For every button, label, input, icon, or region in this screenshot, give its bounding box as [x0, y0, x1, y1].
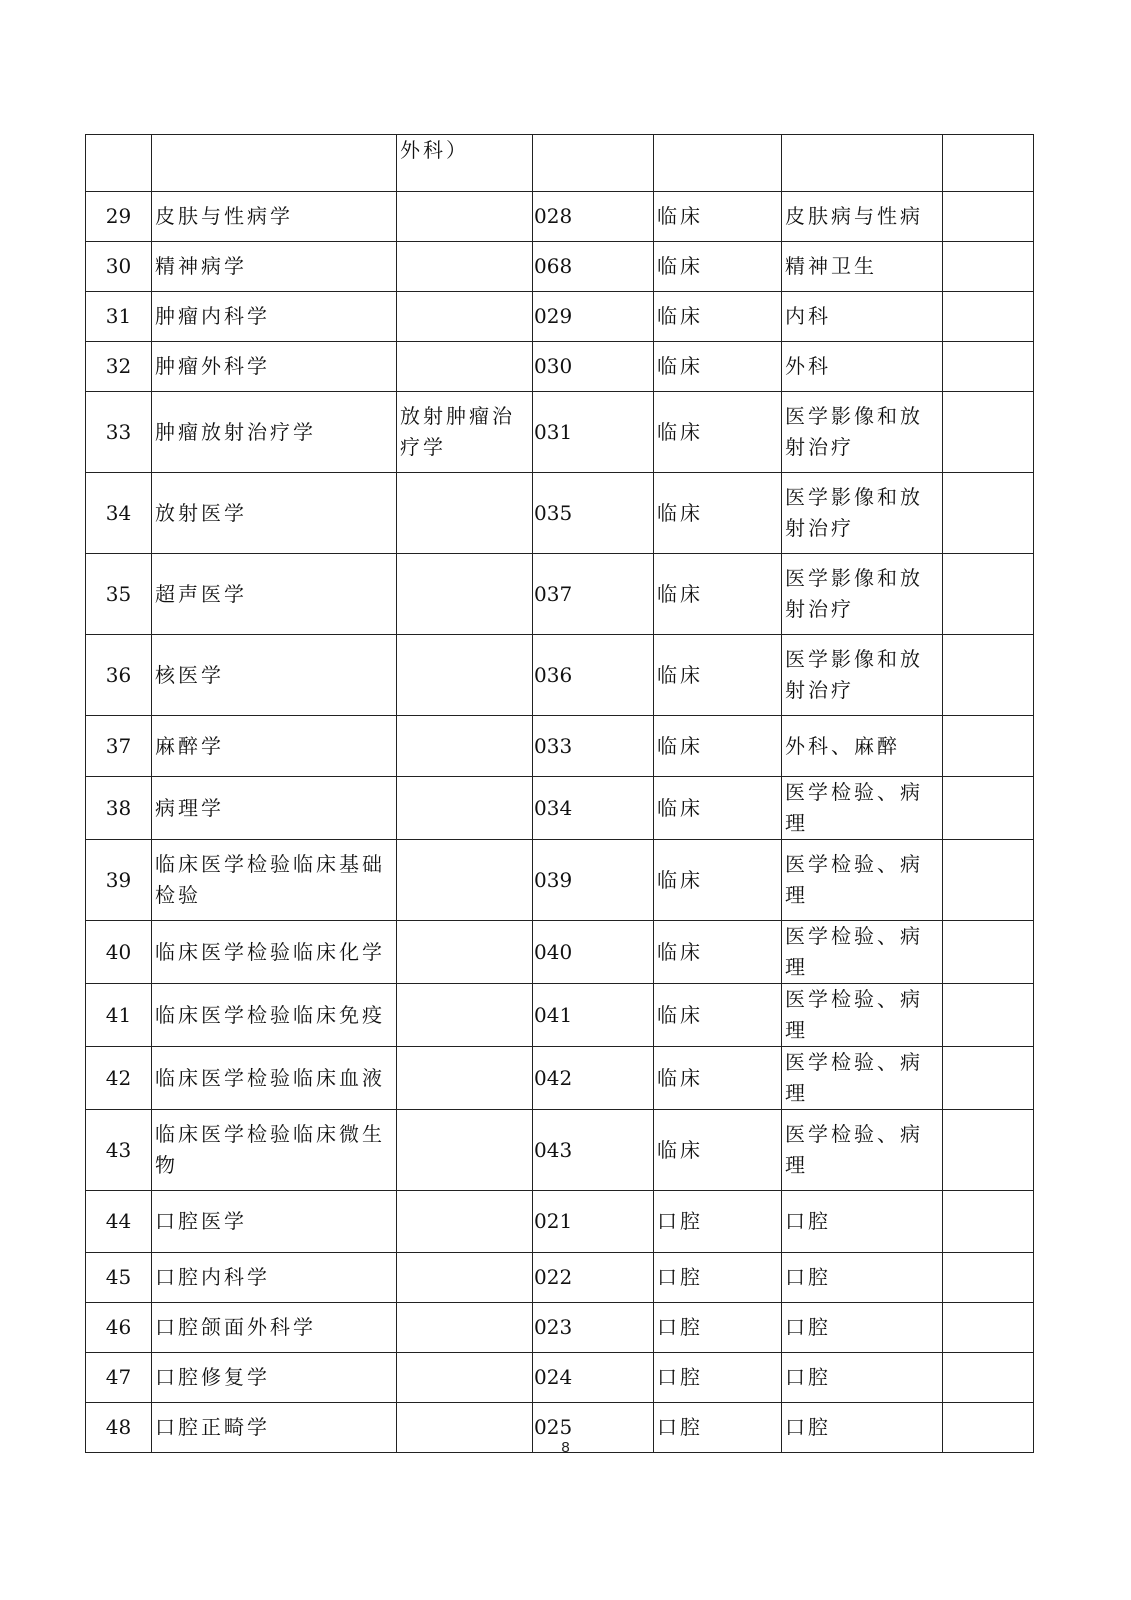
cell-note — [943, 135, 1034, 192]
cell-name: 肿瘤外科学 — [152, 342, 397, 392]
cell-code: 028 — [533, 192, 654, 242]
cell-code: 024 — [533, 1353, 654, 1403]
cell-alias — [397, 1253, 533, 1303]
cell-alias — [397, 473, 533, 554]
cell-no: 46 — [86, 1303, 152, 1353]
cell-code: 034 — [533, 777, 654, 840]
cell-name: 口腔修复学 — [152, 1353, 397, 1403]
cell-category: 临床 — [654, 1110, 782, 1191]
table-row — [86, 1353, 1034, 1403]
table-row — [86, 777, 1034, 840]
cell-scope: 医学检验、病理 — [782, 1047, 943, 1110]
cell-name: 核医学 — [152, 635, 397, 716]
cell-alias — [397, 342, 533, 392]
table-row — [86, 1191, 1034, 1253]
cell-category: 临床 — [654, 242, 782, 292]
cell-alias — [397, 777, 533, 840]
cell-note — [943, 1110, 1034, 1191]
cell-no: 43 — [86, 1110, 152, 1191]
cell-category: 临床 — [654, 342, 782, 392]
cell-no: 45 — [86, 1253, 152, 1303]
cell-no: 29 — [86, 192, 152, 242]
cell-category: 临床 — [654, 921, 782, 984]
table-row — [86, 554, 1034, 635]
cell-category: 临床 — [654, 392, 782, 473]
cell-category: 临床 — [654, 840, 782, 921]
cell-code: 036 — [533, 635, 654, 716]
cell-category: 口腔 — [654, 1353, 782, 1403]
cell-scope: 口腔 — [782, 1403, 943, 1453]
cell-scope: 医学影像和放射治疗 — [782, 473, 943, 554]
cell-alias — [397, 1353, 533, 1403]
cell-alias — [397, 242, 533, 292]
cell-note — [943, 554, 1034, 635]
cell-code: 031 — [533, 392, 654, 473]
cell-alias — [397, 1191, 533, 1253]
cell-note — [943, 1191, 1034, 1253]
cell-note — [943, 1047, 1034, 1110]
cell-name: 病理学 — [152, 777, 397, 840]
cell-category — [654, 135, 782, 192]
table-row — [86, 1253, 1034, 1303]
cell-category: 口腔 — [654, 1303, 782, 1353]
cell-note — [943, 921, 1034, 984]
cell-name: 放射医学 — [152, 473, 397, 554]
cell-code: 035 — [533, 473, 654, 554]
cell-alias — [397, 554, 533, 635]
cell-code: 037 — [533, 554, 654, 635]
cell-name: 临床医学检验临床免疫 — [152, 984, 397, 1047]
cell-scope: 医学检验、病理 — [782, 984, 943, 1047]
table-row — [86, 840, 1034, 921]
cell-category: 口腔 — [654, 1253, 782, 1303]
cell-name: 临床医学检验临床微生物 — [152, 1110, 397, 1191]
cell-note — [943, 1353, 1034, 1403]
cell-scope: 医学检验、病理 — [782, 921, 943, 984]
cell-name: 口腔颌面外科学 — [152, 1303, 397, 1353]
table-row — [86, 1047, 1034, 1110]
cell-no: 38 — [86, 777, 152, 840]
table-row — [86, 1303, 1034, 1353]
cell-code: 041 — [533, 984, 654, 1047]
page-number: 8 — [561, 1439, 570, 1456]
cell-no: 48 — [86, 1403, 152, 1453]
cell-note — [943, 473, 1034, 554]
cell-code: 029 — [533, 292, 654, 342]
table-row — [86, 635, 1034, 716]
cell-code: 042 — [533, 1047, 654, 1110]
cell-category: 临床 — [654, 473, 782, 554]
cell-scope: 外科、麻醉 — [782, 716, 943, 777]
cell-scope: 医学检验、病理 — [782, 777, 943, 840]
cell-name: 临床医学检验临床血液 — [152, 1047, 397, 1110]
specialty-table — [85, 134, 1034, 1453]
cell-name: 超声医学 — [152, 554, 397, 635]
cell-category: 临床 — [654, 292, 782, 342]
cell-no: 31 — [86, 292, 152, 342]
cell-category: 临床 — [654, 777, 782, 840]
cell-note — [943, 1253, 1034, 1303]
cell-code: 030 — [533, 342, 654, 392]
cell-note — [943, 392, 1034, 473]
cell-category: 临床 — [654, 192, 782, 242]
cell-note — [943, 1303, 1034, 1353]
cell-scope: 内科 — [782, 292, 943, 342]
cell-category: 临床 — [654, 984, 782, 1047]
table-row — [86, 292, 1034, 342]
cell-alias: 放射肿瘤治疗学 — [397, 392, 533, 473]
cell-note — [943, 716, 1034, 777]
table-row — [86, 473, 1034, 554]
table-row — [86, 192, 1034, 242]
cell-note — [943, 292, 1034, 342]
cell-alias: 外科） — [397, 135, 533, 192]
table-row — [86, 242, 1034, 292]
cell-alias — [397, 984, 533, 1047]
cell-no: 39 — [86, 840, 152, 921]
cell-scope: 口腔 — [782, 1353, 943, 1403]
cell-scope: 口腔 — [782, 1191, 943, 1253]
cell-scope: 医学影像和放射治疗 — [782, 392, 943, 473]
table-row — [86, 342, 1034, 392]
cell-alias — [397, 192, 533, 242]
cell-no: 34 — [86, 473, 152, 554]
cell-alias — [397, 1110, 533, 1191]
cell-name: 麻醉学 — [152, 716, 397, 777]
cell-code: 039 — [533, 840, 654, 921]
cell-note — [943, 242, 1034, 292]
table-row — [86, 1110, 1034, 1191]
cell-category: 临床 — [654, 554, 782, 635]
cell-name: 临床医学检验临床化学 — [152, 921, 397, 984]
cell-no: 47 — [86, 1353, 152, 1403]
cell-alias — [397, 1047, 533, 1110]
cell-no: 33 — [86, 392, 152, 473]
cell-note — [943, 840, 1034, 921]
table-row — [86, 716, 1034, 777]
cell-code: 025 — [533, 1403, 654, 1453]
cell-scope: 皮肤病与性病 — [782, 192, 943, 242]
cell-code: 023 — [533, 1303, 654, 1353]
cell-no — [86, 135, 152, 192]
cell-alias — [397, 716, 533, 777]
cell-note — [943, 342, 1034, 392]
cell-name: 临床医学检验临床基础检验 — [152, 840, 397, 921]
cell-name: 口腔正畸学 — [152, 1403, 397, 1453]
cell-alias — [397, 1303, 533, 1353]
cell-no: 30 — [86, 242, 152, 292]
cell-alias — [397, 921, 533, 984]
cell-no: 35 — [86, 554, 152, 635]
cell-no: 36 — [86, 635, 152, 716]
cell-category: 临床 — [654, 716, 782, 777]
cell-scope: 口腔 — [782, 1303, 943, 1353]
cell-alias — [397, 292, 533, 342]
cell-name: 口腔内科学 — [152, 1253, 397, 1303]
cell-scope: 医学影像和放射治疗 — [782, 635, 943, 716]
cell-name: 肿瘤内科学 — [152, 292, 397, 342]
table-body — [86, 135, 1034, 1453]
cell-category: 口腔 — [654, 1191, 782, 1253]
cell-code: 043 — [533, 1110, 654, 1191]
cell-no: 42 — [86, 1047, 152, 1110]
cell-no: 44 — [86, 1191, 152, 1253]
cell-note — [943, 984, 1034, 1047]
cell-scope: 医学检验、病理 — [782, 840, 943, 921]
cell-code: 021 — [533, 1191, 654, 1253]
table-row — [86, 135, 1034, 192]
cell-name: 精神病学 — [152, 242, 397, 292]
cell-scope: 医学影像和放射治疗 — [782, 554, 943, 635]
cell-scope — [782, 135, 943, 192]
cell-code: 022 — [533, 1253, 654, 1303]
cell-name — [152, 135, 397, 192]
cell-alias — [397, 840, 533, 921]
cell-code: 040 — [533, 921, 654, 984]
cell-code: 068 — [533, 242, 654, 292]
cell-name: 口腔医学 — [152, 1191, 397, 1253]
cell-name: 皮肤与性病学 — [152, 192, 397, 242]
cell-note — [943, 635, 1034, 716]
cell-scope: 医学检验、病理 — [782, 1110, 943, 1191]
cell-note — [943, 777, 1034, 840]
cell-no: 32 — [86, 342, 152, 392]
cell-code: 033 — [533, 716, 654, 777]
cell-code — [533, 135, 654, 192]
table-row — [86, 921, 1034, 984]
cell-category: 临床 — [654, 1047, 782, 1110]
table-row — [86, 984, 1034, 1047]
cell-alias — [397, 635, 533, 716]
cell-scope: 外科 — [782, 342, 943, 392]
cell-category: 口腔 — [654, 1403, 782, 1453]
cell-no: 37 — [86, 716, 152, 777]
cell-no: 41 — [86, 984, 152, 1047]
cell-category: 临床 — [654, 635, 782, 716]
cell-no: 40 — [86, 921, 152, 984]
cell-scope: 精神卫生 — [782, 242, 943, 292]
cell-scope: 口腔 — [782, 1253, 943, 1303]
cell-name: 肿瘤放射治疗学 — [152, 392, 397, 473]
table-row — [86, 392, 1034, 473]
cell-note — [943, 192, 1034, 242]
